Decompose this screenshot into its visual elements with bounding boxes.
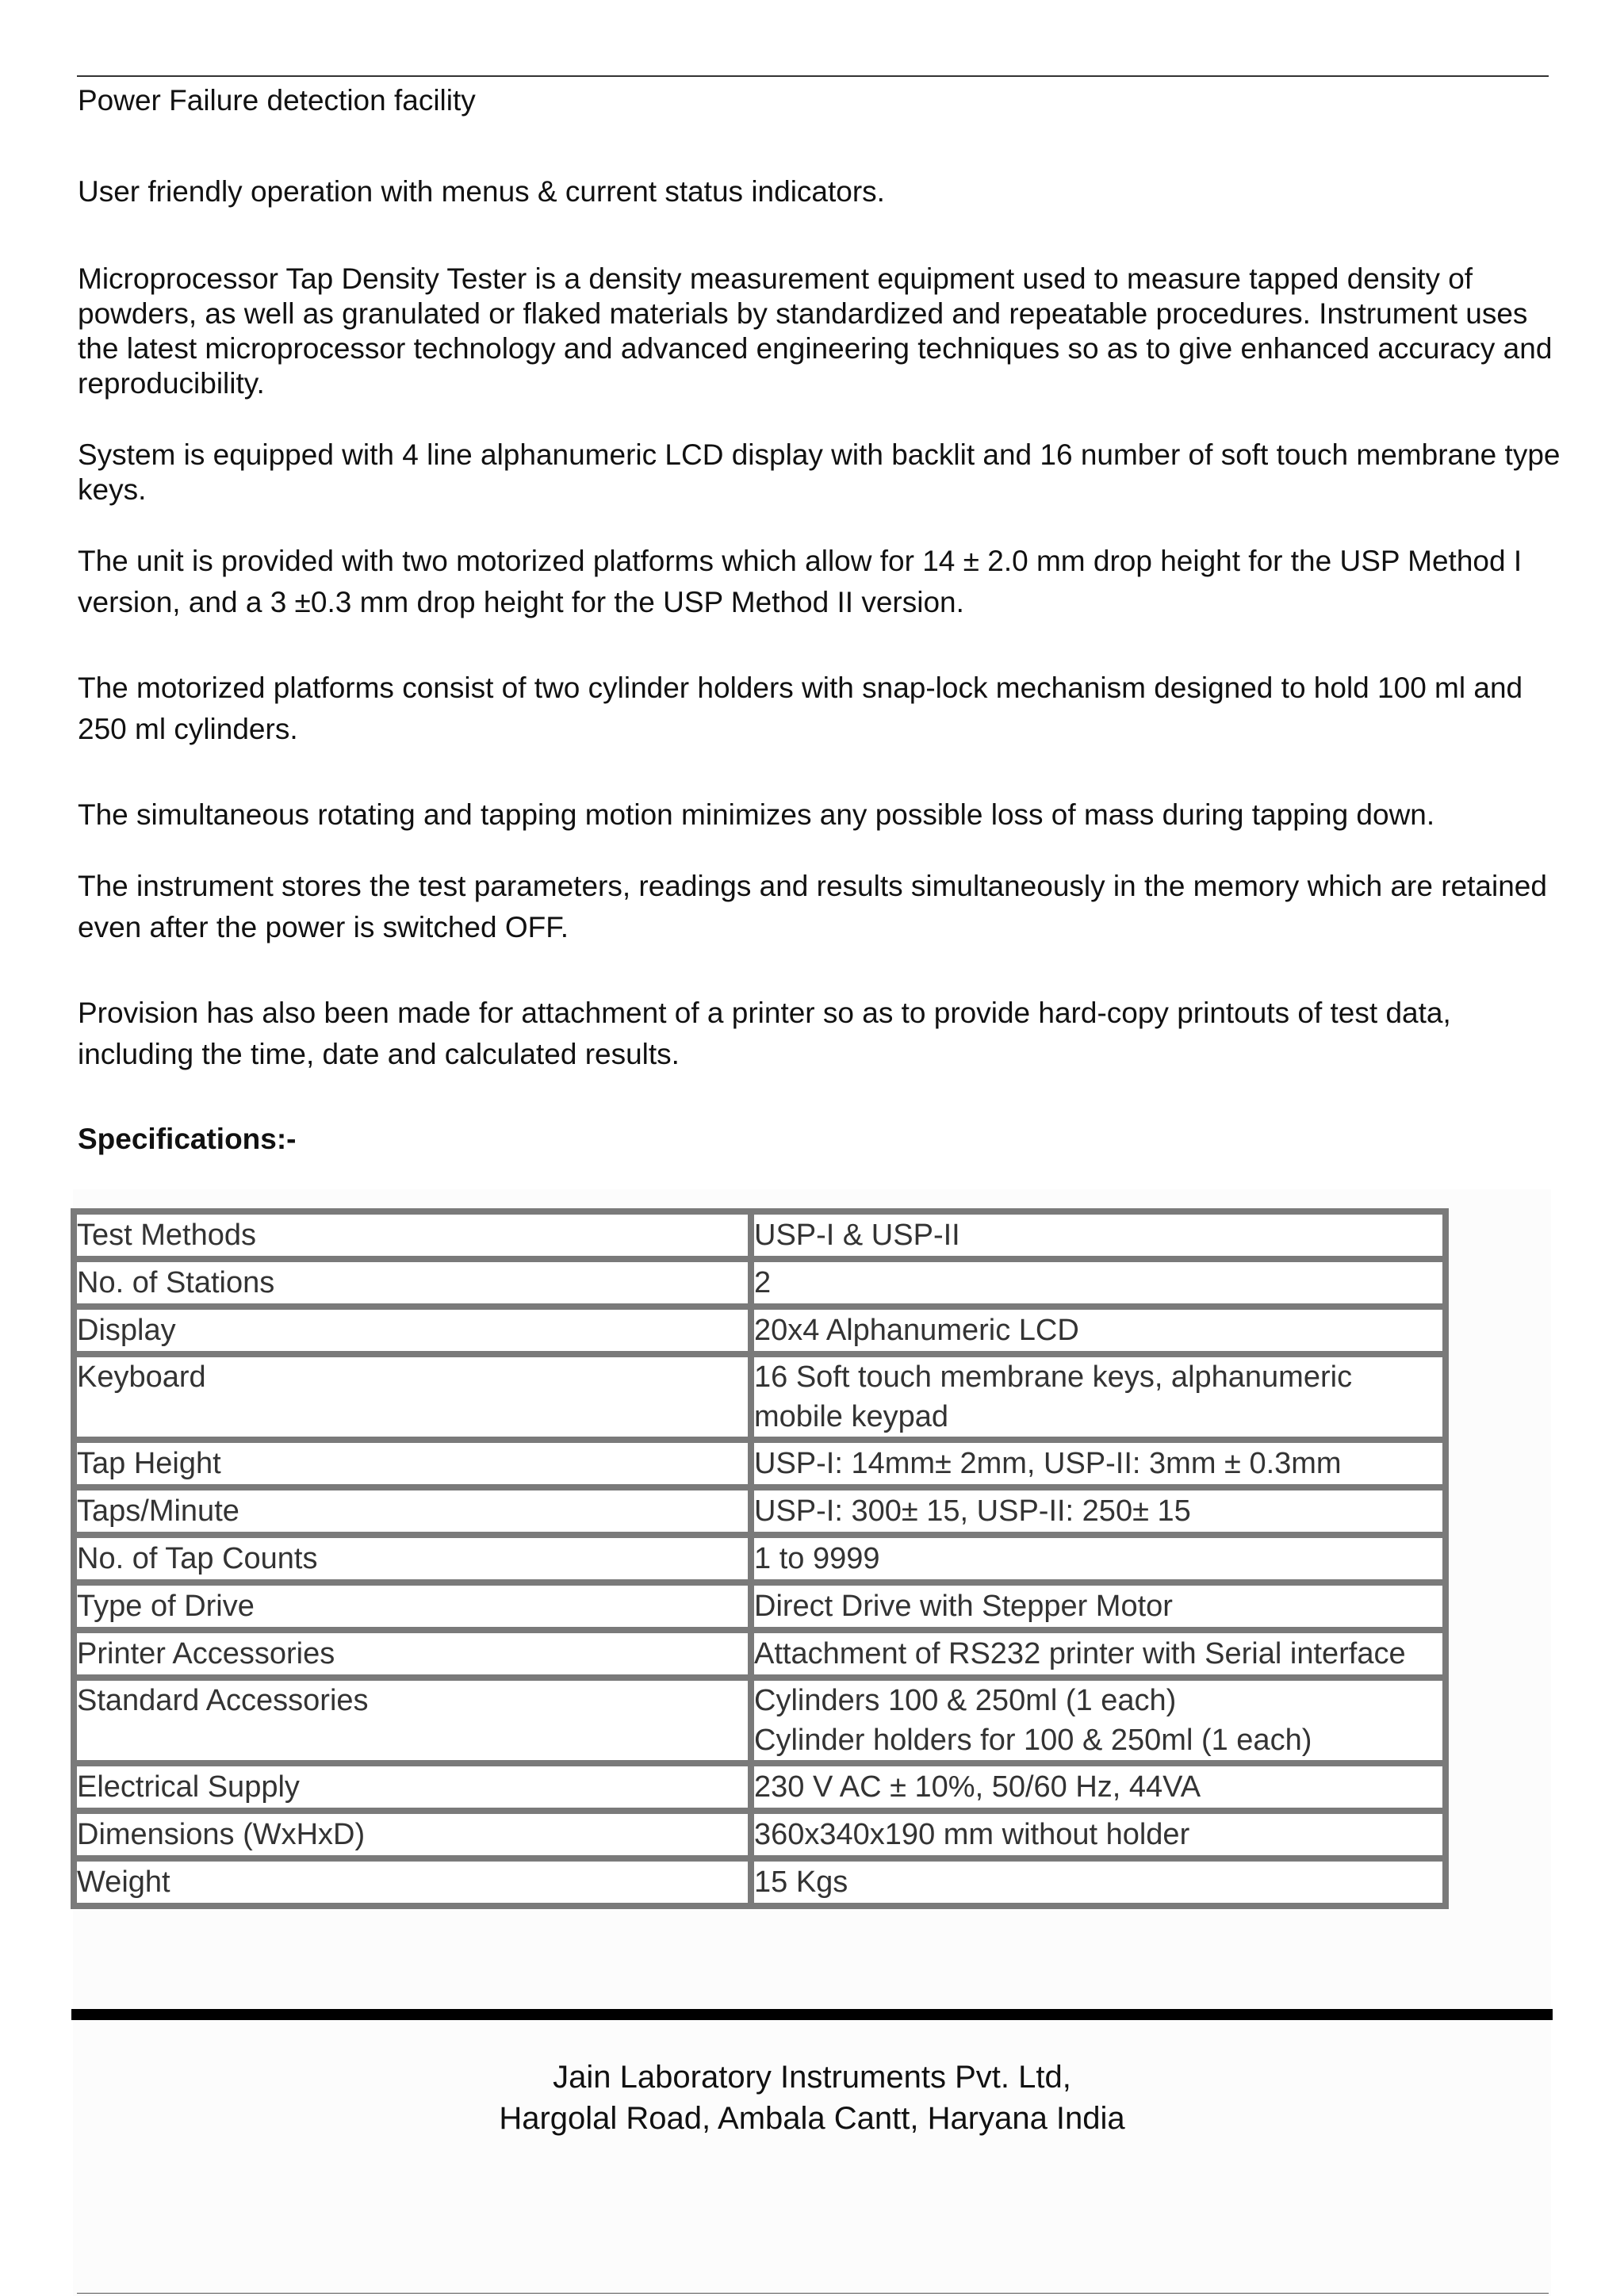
spec-label: Display bbox=[77, 1310, 748, 1351]
spec-value-line: USP-I: 14mm± 2mm, USP-II: 3mm ± 0.3mm bbox=[754, 1447, 1342, 1480]
table-row bbox=[77, 1586, 1442, 1627]
spec-value bbox=[754, 1490, 1442, 1532]
spec-label: No. of Stations bbox=[77, 1262, 748, 1303]
footer-company: Jain Laboratory Instruments Pvt. Ltd, bbox=[553, 2060, 1071, 2095]
table-row bbox=[77, 1862, 1442, 1903]
spec-value bbox=[754, 1215, 1442, 1256]
table-row bbox=[77, 1443, 1442, 1484]
spec-label: Electrical Supply bbox=[77, 1766, 748, 1808]
spec-value-line: 1 to 9999 bbox=[754, 1542, 880, 1575]
specifications-table bbox=[71, 1208, 1449, 1909]
footer-divider bbox=[71, 2009, 1553, 2020]
footer-address: Hargolal Road, Ambala Cantt, Haryana India bbox=[499, 2101, 1125, 2136]
printer-paragraph: Provision has also been made for attachment of a printer so as to provide hard-copy printouts of test data, including the time, date and calculated results. bbox=[78, 997, 1451, 1070]
spec-value-line: 360x340x190 mm without holder bbox=[754, 1818, 1190, 1851]
spec-value bbox=[754, 1538, 1442, 1579]
spec-value-line: 2 bbox=[754, 1266, 772, 1299]
spec-value-line: Cylinder holders for 100 & 250ml (1 each) bbox=[754, 1724, 1312, 1757]
spec-value-line: Cylinders 100 & 250ml (1 each) bbox=[754, 1684, 1177, 1717]
spec-label: Tap Height bbox=[77, 1443, 748, 1484]
spec-label: Weight bbox=[77, 1862, 748, 1903]
spec-value bbox=[754, 1681, 1442, 1760]
spec-label: Type of Drive bbox=[77, 1586, 748, 1627]
spec-value bbox=[754, 1633, 1442, 1674]
spec-value bbox=[754, 1814, 1442, 1855]
spec-value bbox=[754, 1586, 1442, 1627]
spec-value bbox=[754, 1443, 1442, 1484]
top-divider bbox=[77, 75, 1549, 77]
table-row bbox=[77, 1490, 1442, 1532]
table-row bbox=[77, 1681, 1442, 1760]
bottom-divider bbox=[77, 2293, 1549, 2294]
spec-value-line: Direct Drive with Stepper Motor bbox=[754, 1590, 1173, 1623]
table-row bbox=[77, 1814, 1442, 1855]
spec-label: Test Methods bbox=[77, 1215, 748, 1256]
spec-value bbox=[754, 1310, 1442, 1351]
spec-value-line: mobile keypad bbox=[754, 1400, 949, 1433]
intro-paragraph: Microprocessor Tap Density Tester is a density measurement equipment used to measure tapped density of powders, as well as granulated or flaked materials by standardized and repeatable procedures. Instrument uses the latest microprocessor technology and advanced engineering techniques so as to give enhanced accuracy and reproducibility. bbox=[78, 262, 1553, 400]
holders-paragraph: The motorized platforms consist of two cylinder holders with snap-lock mechanism designed to hold 100 ml and 250 ml cylinders. bbox=[78, 672, 1523, 745]
spec-value bbox=[754, 1262, 1442, 1303]
spec-label: No. of Tap Counts bbox=[77, 1538, 748, 1579]
table-row bbox=[77, 1633, 1442, 1674]
power-failure-text: Power Failure detection facility bbox=[78, 84, 476, 117]
memory-paragraph: The instrument stores the test parameters, readings and results simultaneously in the memory which are retained even after the power is switched OFF. bbox=[78, 870, 1547, 943]
spec-value bbox=[754, 1766, 1442, 1808]
table-row bbox=[77, 1262, 1442, 1303]
table-row bbox=[77, 1310, 1442, 1351]
spec-value-line: Attachment of RS232 printer with Serial interface bbox=[754, 1637, 1406, 1670]
spec-label: Standard Accessories bbox=[77, 1681, 748, 1760]
spec-value-line: 16 Soft touch membrane keys, alphanumeric bbox=[754, 1360, 1353, 1394]
spec-value-line: 15 Kgs bbox=[754, 1866, 848, 1899]
table-row bbox=[77, 1766, 1442, 1808]
motion-paragraph: The simultaneous rotating and tapping motion minimizes any possible loss of mass during tapping down. bbox=[78, 798, 1435, 831]
spec-value-line: USP-I: 300± 15, USP-II: 250± 15 bbox=[754, 1494, 1191, 1528]
specifications-heading: Specifications:- bbox=[78, 1123, 297, 1155]
display-paragraph: System is equipped with 4 line alphanumeric LCD display with backlit and 16 number of soft touch membrane type keys. bbox=[78, 438, 1561, 506]
spec-label: Dimensions (WxHxD) bbox=[77, 1814, 748, 1855]
table-row bbox=[77, 1357, 1442, 1437]
spec-value-line: 230 V AC ± 10%, 50/60 Hz, 44VA bbox=[754, 1770, 1201, 1804]
spec-label: Printer Accessories bbox=[77, 1633, 748, 1674]
spec-label: Keyboard bbox=[77, 1357, 748, 1437]
spec-value-line: USP-I & USP-II bbox=[754, 1219, 960, 1252]
table-row bbox=[77, 1215, 1442, 1256]
platforms-paragraph: The unit is provided with two motorized platforms which allow for 14 ± 2.0 mm drop height for the USP Method I version, and a 3 ±0.3 mm drop height for the USP Method II version. bbox=[78, 545, 1522, 618]
spec-value-line: 20x4 Alphanumeric LCD bbox=[754, 1314, 1079, 1347]
table-row bbox=[77, 1538, 1442, 1579]
spec-value bbox=[754, 1862, 1442, 1903]
spec-label: Taps/Minute bbox=[77, 1490, 748, 1532]
spec-value bbox=[754, 1357, 1442, 1437]
user-friendly-text: User friendly operation with menus & current status indicators. bbox=[78, 175, 885, 208]
